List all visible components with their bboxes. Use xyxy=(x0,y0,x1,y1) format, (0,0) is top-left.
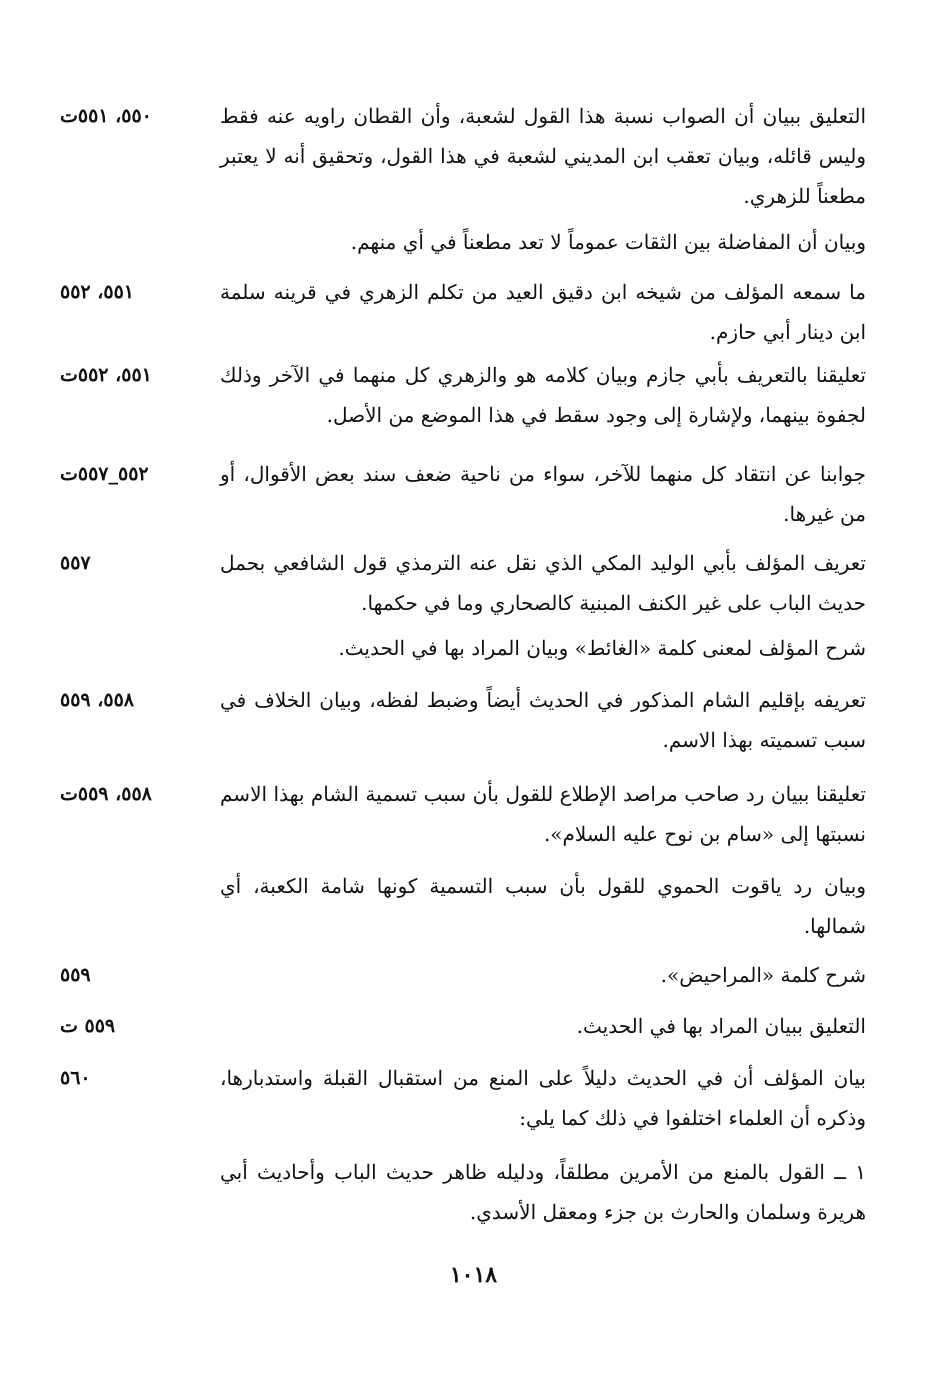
entry-text: وبيان أن المفاضلة بين الثقات عموماً لا تعد مطعناً في أي منهم. xyxy=(350,230,866,254)
entry-text: تعليقنا ببيان رد صاحب مراصد الإطلاع للقول بأن سبب تسمية الشام بهذا الاسم نسبتها إلى «سام بن نوح عليه السلام». xyxy=(220,782,866,846)
page-number: ١٠١٨ xyxy=(449,1262,498,1288)
page-reference: ٥٥٠، ٥٥١ت xyxy=(60,105,152,127)
entry-text: وبيان رد ياقوت الحموي للقول بأن سبب التسمية كونها شامة الكعبة، أي شمالها. xyxy=(220,874,866,938)
entry-text: تعليقنا بالتعريف بأبي جازم وبيان كلامه هو والزهري كل منهما في الآخر وذلك لجفوة بينهما، ولإشارة إلى وجود سقط في هذا الموضع من الأصل. xyxy=(220,363,866,427)
entry-text: التعليق ببيان المراد بها في الحديث. xyxy=(576,1014,866,1038)
page-reference: ٥٥٢_٥٥٧ت xyxy=(60,463,149,485)
page-reference: ٥٥٨، ٥٥٩ xyxy=(60,689,134,711)
page-reference: ٥٥٧ xyxy=(60,552,91,574)
entry-text: ما سمعه المؤلف من شيخه ابن دقيق العيد من تكلم الزهري في قرينه سلمة ابن دينار أبي حازم. xyxy=(220,280,866,344)
page-reference: ٥٥١، ٥٥٢ت xyxy=(60,364,152,386)
entry-text: تعريفه بإقليم الشام المذكور في الحديث أيضاً وضبط لفظه، وبيان الخلاف في سبب تسميته بهذا الاسم. xyxy=(220,688,866,752)
entry-text: شرح كلمة «المراحيض». xyxy=(660,963,866,987)
entry-text: التعليق ببيان أن الصواب نسبة هذا القول لشعبة، وأن القطان راويه عنه فقط وليس قائله، وبيان تعقب ابن المديني لشعبة في هذا القول، وتحقيق أنه لا يعتبر مطعناً للزهري. xyxy=(220,104,866,208)
entry-text: شرح المؤلف لمعنى كلمة «الغائط» وبيان المراد بها في الحديث. xyxy=(338,636,866,660)
page-reference: ٥٥٨، ٥٥٩ت xyxy=(60,783,152,805)
page-reference: ٥٦٠ xyxy=(60,1067,91,1089)
entry-text: تعريف المؤلف بأبي الوليد المكي الذي نقل عنه الترمذي قول الشافعي بحمل حديث الباب على غير الكنف المبنية كالصحاري وما في حكمها. xyxy=(220,551,866,615)
entry-text: بيان المؤلف أن في الحديث دليلاً على المنع من استقبال القبلة واستدبارها، وذكره أن العلماء اختلفوا في ذلك كما يلي: xyxy=(220,1066,866,1130)
entry-text: ١ ــ القول بالمنع من الأمرين مطلقاً، ودليله ظاهر حديث الباب وأحاديث أبي هريرة وسلمان والحارث بن جزء ومعقل الأسدي. xyxy=(220,1160,866,1224)
page-reference: ٥٥١، ٥٥٢ xyxy=(60,281,134,303)
entry-text: جوابنا عن انتقاد كل منهما للآخر، سواء من ناحية ضعف سند بعض الأقوال، أو من غيرها. xyxy=(220,462,866,526)
page-reference: ٥٥٩ ت xyxy=(60,1015,116,1037)
page-reference: ٥٥٩ xyxy=(60,964,91,986)
